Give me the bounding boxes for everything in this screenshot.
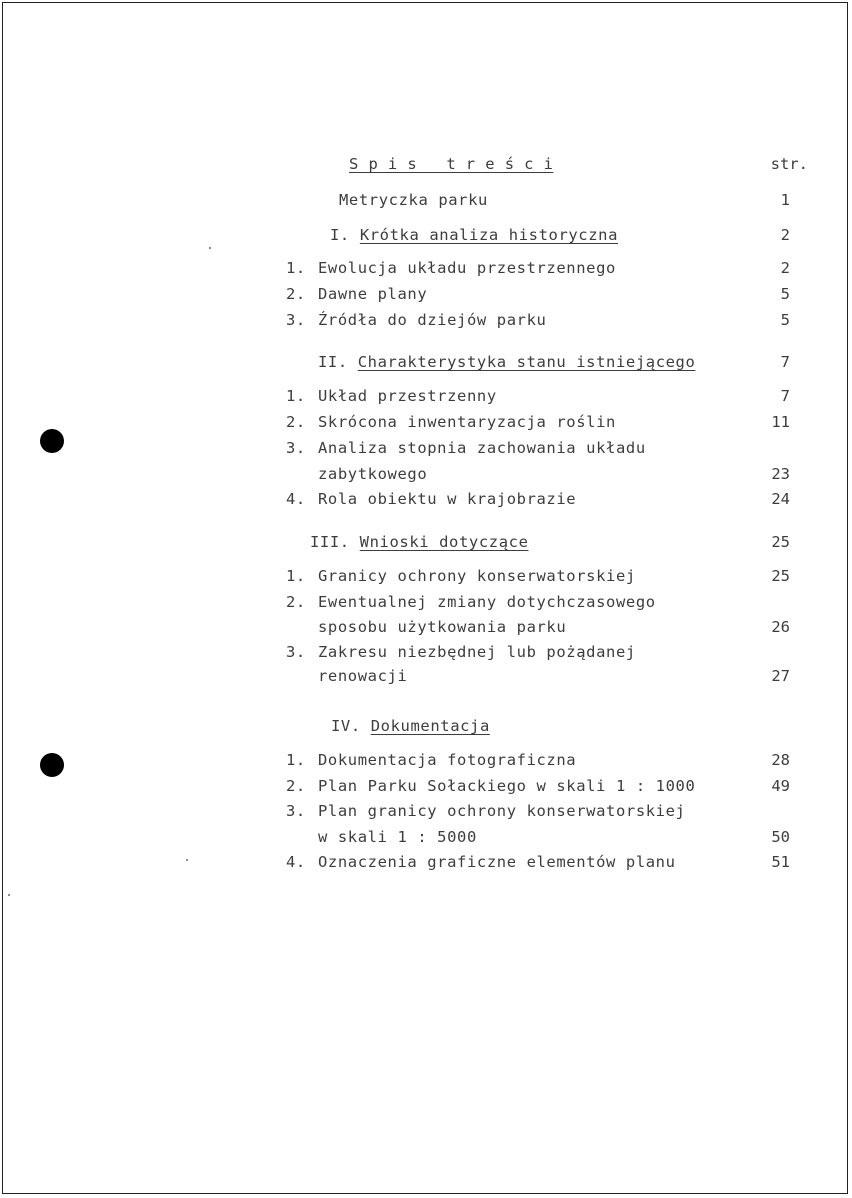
toc-item-number: 2. xyxy=(286,413,306,431)
toc-item-number: 2. xyxy=(286,777,306,795)
toc-item-text: Oznaczenia graficzne elementów planu xyxy=(318,853,676,871)
toc-item-text: Zakresu niezbędnej lub pożądanej xyxy=(318,643,636,661)
section-heading-iv xyxy=(331,716,490,736)
toc-item-text: Rola obiektu w krajobrazie xyxy=(318,490,577,508)
toc-item-text-continuation: renowacji xyxy=(318,667,408,685)
toc-item-text-continuation: sposobu użytkowania parku xyxy=(318,618,567,636)
toc-page-number: 7 xyxy=(780,387,790,405)
toc-page-number: 26 xyxy=(771,618,790,636)
toc-item-text: Ewolucja układu przestrzennego xyxy=(318,259,616,277)
toc-item-number: 1. xyxy=(286,751,306,769)
punch-hole-top xyxy=(40,429,64,453)
section-heading-text: Krótka analiza historyczna xyxy=(359,226,619,244)
toc-item-number: 4. xyxy=(286,853,306,871)
toc-page-number: 25 xyxy=(771,567,790,585)
toc-item-text: Granicy ochrony konserwatorskiej xyxy=(318,567,636,585)
toc-item-text: Układ przestrzenny xyxy=(318,387,497,405)
toc-item-text: Plan granicy ochrony konserwatorskiej xyxy=(318,802,686,820)
section-numeral: I. xyxy=(330,226,350,244)
section-heading-text: Dokumentacja xyxy=(370,717,490,735)
toc-item-number: 3. xyxy=(286,311,306,329)
toc-item-text: Ewentualnej zmiany dotychczasowego xyxy=(318,593,656,611)
toc-page-number: 5 xyxy=(780,311,790,329)
toc-entry-metryczka: Metryczka parku xyxy=(339,191,488,209)
section-heading-i xyxy=(330,225,618,245)
speck xyxy=(209,247,211,249)
toc-item-text: Dokumentacja fotograficzna xyxy=(318,751,577,769)
toc-item-number: 2. xyxy=(286,285,306,303)
toc-title: S p i s t r e ś c i xyxy=(349,155,554,173)
toc-page-number: 2 xyxy=(780,226,790,244)
punch-hole-bottom xyxy=(40,753,64,777)
toc-item-text-continuation: w skali 1 : 5000 xyxy=(318,828,477,846)
toc-item-number: 3. xyxy=(286,439,306,457)
speck xyxy=(186,859,188,861)
toc-item-text: Skrócona inwentaryzacja roślin xyxy=(318,413,616,431)
toc-page-number: 5 xyxy=(780,285,790,303)
toc-page-number: 50 xyxy=(771,828,790,846)
toc-item-number: 4. xyxy=(286,490,306,508)
toc-page-number: 23 xyxy=(771,465,790,483)
toc-page-number: 1 xyxy=(780,191,790,209)
toc-page-number: 11 xyxy=(771,413,790,431)
page-column-label: str. xyxy=(770,155,808,173)
section-numeral: IV. xyxy=(331,717,361,735)
section-numeral: III. xyxy=(310,533,350,551)
toc-page-number: 25 xyxy=(771,533,790,551)
toc-page-number: 51 xyxy=(771,853,790,871)
section-heading-text: Charakterystyka stanu istniejącego xyxy=(357,353,696,371)
toc-page-number: 49 xyxy=(771,777,790,795)
section-heading-ii xyxy=(318,352,695,372)
toc-item-text: Plan Parku Sołackiego w skali 1 : 1000 xyxy=(318,777,696,795)
toc-item-text: Źródła do dziejów parku xyxy=(318,311,547,329)
toc-item-text: Analiza stopnia zachowania układu xyxy=(318,439,646,457)
toc-item-number: 3. xyxy=(286,643,306,661)
toc-item-number: 2. xyxy=(286,593,306,611)
toc-item-number: 1. xyxy=(286,567,306,585)
toc-page-number: 27 xyxy=(771,667,790,685)
toc-item-text-continuation: zabytkowego xyxy=(318,465,428,483)
toc-page-number: 2 xyxy=(780,259,790,277)
toc-item-text: Dawne plany xyxy=(318,285,428,303)
toc-page-number: 28 xyxy=(771,751,790,769)
toc-item-number: 3. xyxy=(286,802,306,820)
section-heading-text: Wnioski dotyczące xyxy=(359,533,529,551)
section-heading-iii xyxy=(310,532,529,552)
section-numeral: II. xyxy=(318,353,348,371)
toc-item-number: 1. xyxy=(286,387,306,405)
toc-page-number: 24 xyxy=(771,490,790,508)
toc-item-number: 1. xyxy=(286,259,306,277)
speck xyxy=(8,894,10,896)
toc-page-number: 7 xyxy=(780,353,790,371)
